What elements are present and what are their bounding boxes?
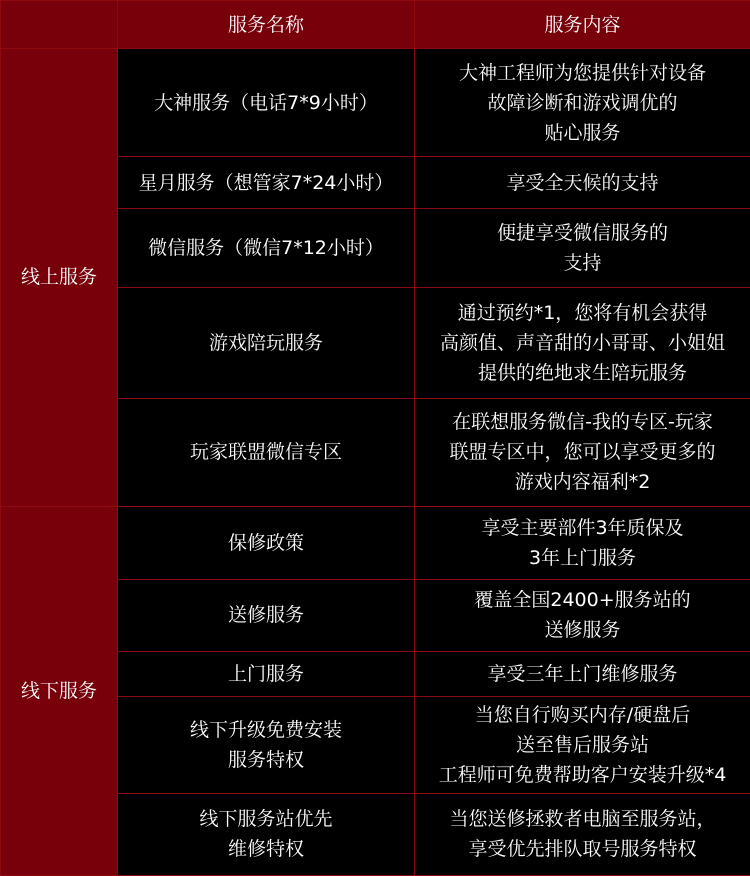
service-desc-cell <box>415 157 750 209</box>
service-desc-cell <box>415 399 750 506</box>
service-name-line: 游戏陪玩服务 <box>208 332 323 355</box>
service-desc-line: 送至售后服务站 <box>515 733 649 756</box>
service-desc-line: 享受优先排队取号服务特权 <box>468 838 697 861</box>
service-desc-line: 享受三年上门维修服务 <box>487 662 678 685</box>
service-name-cell <box>118 157 415 209</box>
category-offline: 线下服务 <box>1 506 118 875</box>
service-desc-line: 享受全天候的支持 <box>506 171 659 194</box>
service-desc-cell <box>415 696 750 793</box>
service-desc-line: 覆盖全国2400+服务站的 <box>474 589 691 612</box>
service-desc-line: 故障诊断和游戏调优的 <box>487 91 678 114</box>
service-desc-line: 当您自行购买内存/硬盘后 <box>474 703 691 726</box>
service-name-cell <box>118 288 415 399</box>
service-desc-cell <box>415 793 750 875</box>
service-name-cell <box>118 793 415 875</box>
service-desc-line: 工程师可免费帮助客户安装升级*4 <box>438 763 727 786</box>
service-desc-line: 支持 <box>563 252 602 275</box>
service-desc-line: 3年上门服务 <box>528 546 637 569</box>
service-name-cell <box>118 399 415 506</box>
service-desc-cell <box>415 506 750 579</box>
service-name-line: 玩家联盟微信专区 <box>189 441 342 464</box>
header-service-name: 服务名称 <box>118 1 415 49</box>
header-service-content: 服务内容 <box>415 1 750 49</box>
service-name-line: 大神服务（电话7*9小时） <box>154 91 378 114</box>
service-desc-line: 大神工程师为您提供针对设备 <box>458 61 706 84</box>
service-name-cell <box>118 579 415 651</box>
service-desc-line: 便捷享受微信服务的 <box>496 222 668 245</box>
service-desc-line: 提供的绝地求生陪玩服务 <box>477 362 687 385</box>
service-name-line: 星月服务（想管家7*24小时） <box>138 171 394 194</box>
service-desc-line: 享受主要部件3年质保及 <box>481 516 684 539</box>
service-name-line: 上门服务 <box>227 662 304 685</box>
service-desc-line: 游戏内容福利*2 <box>514 471 651 494</box>
service-desc-line: 贴心服务 <box>544 121 621 144</box>
service-name-line: 线下服务站优先 <box>199 808 333 831</box>
service-name-line: 线下升级免费安装 <box>189 718 342 741</box>
service-desc-cell <box>415 651 750 696</box>
service-desc-cell <box>415 49 750 157</box>
service-name-cell <box>118 209 415 288</box>
service-desc-line: 联盟专区中，您可以享受更多的 <box>449 441 716 464</box>
service-desc-line: 当您送修拯救者电脑至服务站， <box>449 808 716 831</box>
service-name-cell <box>118 651 415 696</box>
service-desc-cell <box>415 288 750 399</box>
service-desc-line: 高颜值、声音甜的小哥哥、小姐姐 <box>439 332 725 355</box>
header-row <box>1 1 750 49</box>
service-desc-line: 在联想服务微信-我的专区-玩家 <box>452 411 713 434</box>
service-desc-cell <box>415 209 750 288</box>
service-name-cell <box>118 506 415 579</box>
service-desc-line: 通过预约*1，您将有机会获得 <box>457 302 708 325</box>
service-name-line: 保修政策 <box>227 531 304 554</box>
table-row <box>1 49 750 157</box>
service-desc-cell <box>415 579 750 651</box>
service-desc-line: 送修服务 <box>544 619 621 642</box>
service-name-line: 服务特权 <box>227 748 304 771</box>
category-online: 线上服务 <box>1 49 118 506</box>
service-name-line: 微信服务（微信7*12小时） <box>148 237 384 260</box>
table-row <box>1 506 750 579</box>
service-name-line: 维修特权 <box>227 838 304 861</box>
service-name-cell <box>118 696 415 793</box>
service-name-cell <box>118 49 415 157</box>
header-corner <box>1 1 118 49</box>
service-name-line: 送修服务 <box>227 604 304 627</box>
